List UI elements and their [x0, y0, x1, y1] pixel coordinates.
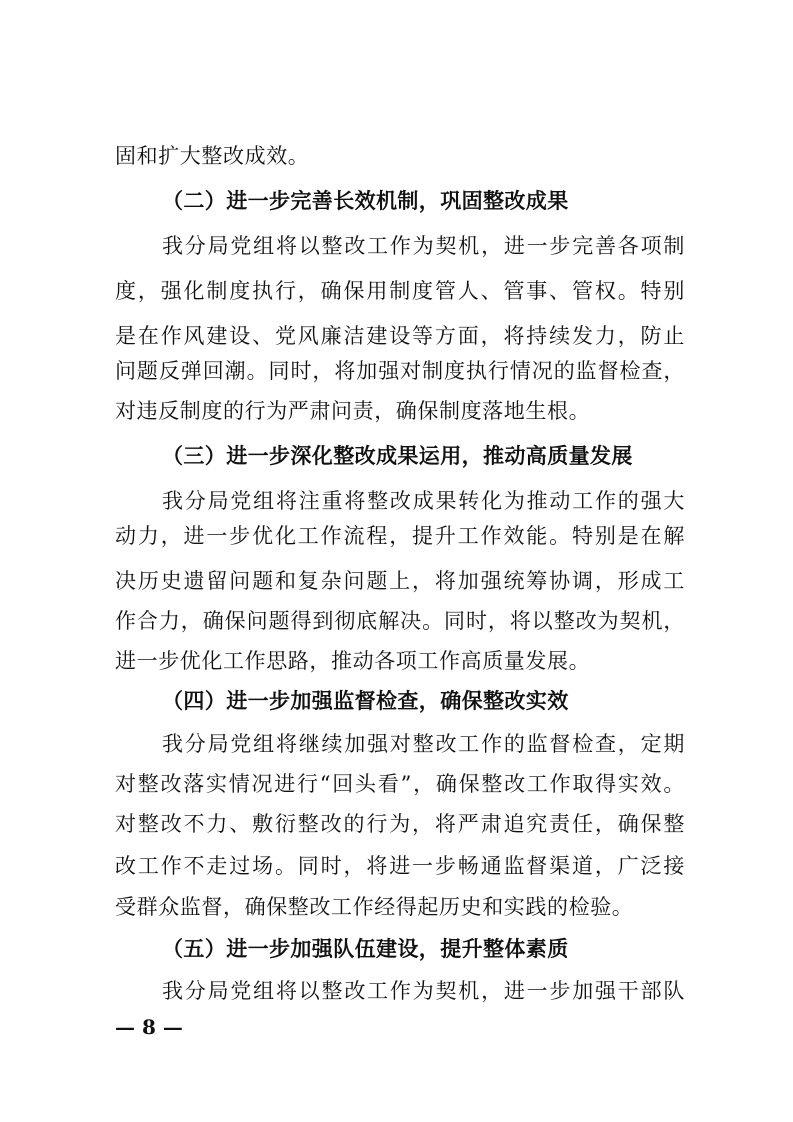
text-line: 受群众监督，确保整改工作经得起历史和实践的检验。: [115, 895, 634, 919]
text-line: 度，强化制度执行，确保用制度管人、管事、管权。特别: [115, 279, 685, 303]
text-line: 问题反弹回潮。同时，将加强对制度执行情况的监督检查，: [115, 359, 685, 383]
text-line: 是在作风建设、党风廉洁建设等方面，将持续发力，防止: [115, 324, 685, 348]
text-line: 动力，进一步优化工作流程，提升工作效能。特别是在解: [115, 524, 685, 548]
text-line: 我分局党组将继续加强对整改工作的监督检查，定期: [162, 732, 685, 756]
section-heading-3: （三）进一步深化整改成果运用，推动高质量发展: [162, 443, 633, 468]
text-line: 固和扩大整改成效。: [115, 144, 310, 168]
page-number: — 8 —: [115, 1015, 183, 1039]
text-line: 改工作不走过场。同时，将进一步畅通监督渠道，广泛接: [115, 854, 685, 878]
section-heading-5: （五）进一步加强队伍建设，提升整体素质: [162, 936, 569, 961]
text-line: 对违反制度的行为严肃问责，确保制度落地生根。: [115, 399, 591, 423]
text-line: 我分局党组将以整改工作为契机，进一步加强干部队: [162, 979, 685, 1003]
text-line: 对整改落实情况进行“回头看”，确保整改工作取得实效。: [115, 772, 685, 796]
text-line: 我分局党组将以整改工作为契机，进一步完善各项制: [162, 234, 685, 258]
section-heading-2: （二）进一步完善长效机制，巩固整改成果: [162, 188, 569, 213]
text-line: 进一步优化工作思路，推动各项工作高质量发展。: [115, 649, 591, 673]
text-line: 对整改不力、敷衍整改的行为，将严肃追究责任，确保整: [115, 812, 685, 836]
text-line: 我分局党组将注重将整改成果转化为推动工作的强大: [162, 489, 685, 513]
text-line: 作合力，确保问题得到彻底解决。同时，将以整改为契机，: [115, 609, 685, 633]
section-heading-4: （四）进一步加强监督检查，确保整改实效: [162, 688, 569, 713]
text-line: 决历史遗留问题和复杂问题上，将加强统筹协调，形成工: [115, 569, 685, 593]
